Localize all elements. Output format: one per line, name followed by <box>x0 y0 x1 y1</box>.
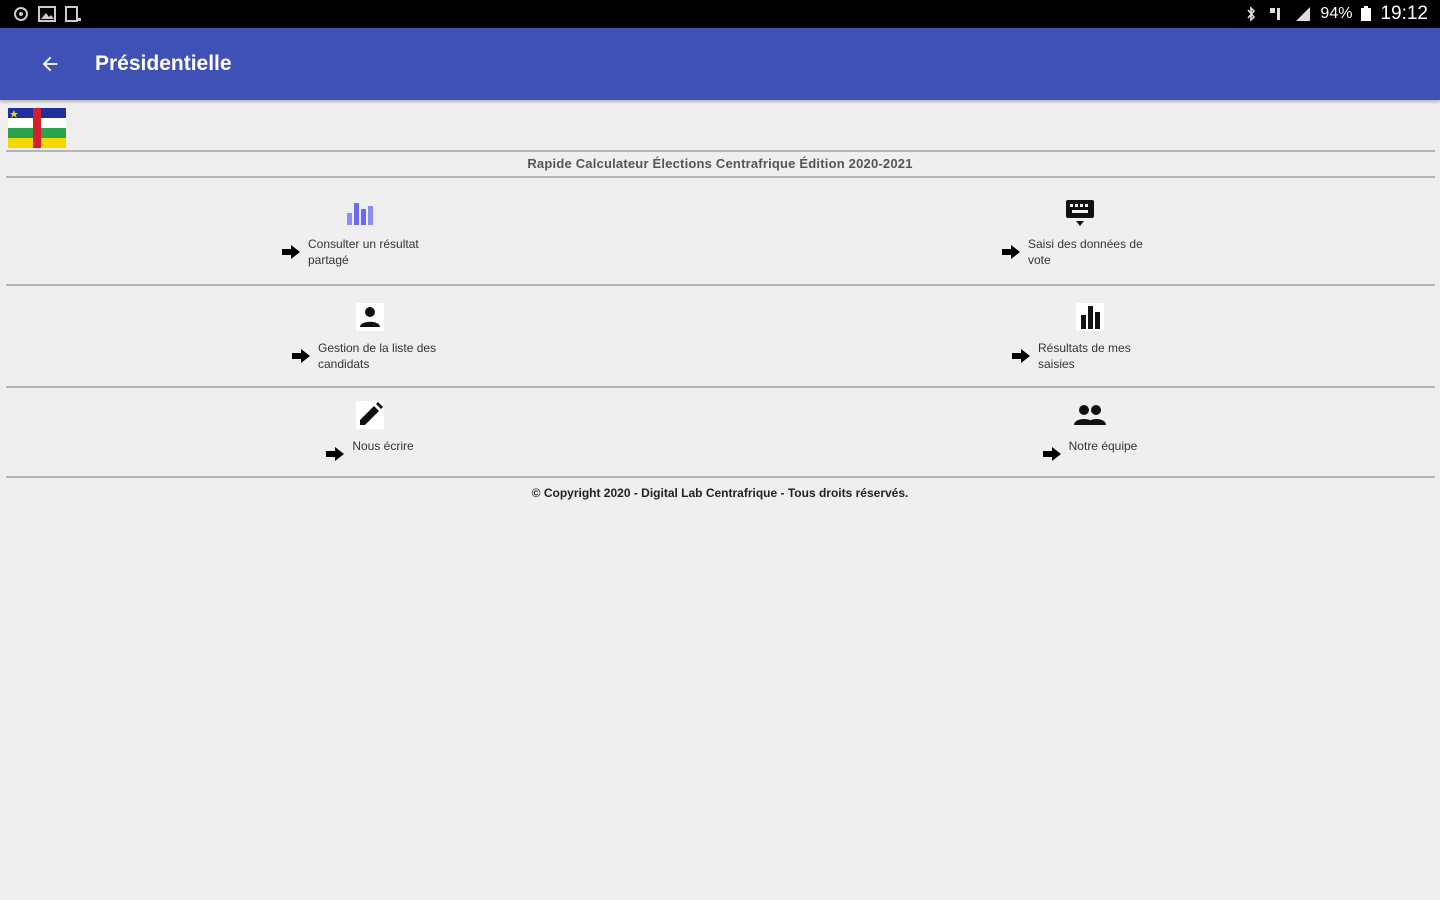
menu-row <box>292 340 448 372</box>
keyboard-icon <box>1063 196 1097 230</box>
battery-icon <box>1360 6 1372 22</box>
signal-icon <box>1294 6 1312 22</box>
arrow-back-icon <box>39 53 61 75</box>
arrow-right-icon <box>292 349 310 363</box>
arrow-right-icon <box>1012 349 1030 363</box>
app-bar <box>0 28 1440 100</box>
arrow-right-icon <box>1043 447 1061 461</box>
menu-row <box>282 236 438 268</box>
clock: 19:12 <box>1380 3 1428 24</box>
divider <box>6 176 1435 178</box>
pencil-icon <box>353 398 387 432</box>
menu-row <box>1012 340 1168 372</box>
screenshot-icon <box>64 6 82 22</box>
divider <box>6 150 1435 152</box>
menu-consult-shared-result[interactable] <box>0 196 720 268</box>
divider <box>6 284 1435 286</box>
arrow-right-icon <box>1002 245 1020 259</box>
menu-label: Saisi des données de vote <box>1028 237 1143 267</box>
arrow-right-icon <box>282 245 300 259</box>
data-icon <box>1268 6 1286 22</box>
menu-manage-candidates[interactable] <box>10 300 730 372</box>
page-title: Présidentielle <box>95 52 232 75</box>
copyright-text: © Copyright 2020 - Digital Lab Centrafrique - Tous droits réservés. <box>531 486 909 500</box>
arrow-right-icon <box>326 447 344 461</box>
settings-sync-icon <box>12 6 30 22</box>
status-bar-right <box>1242 3 1440 25</box>
battery-percent: 94% <box>1320 5 1353 22</box>
menu-enter-vote-data[interactable] <box>720 196 1440 268</box>
person-icon <box>353 300 387 334</box>
menu-write-us[interactable] <box>10 398 730 461</box>
bar-chart-icon <box>1073 300 1107 334</box>
menu-my-results[interactable] <box>730 300 1440 372</box>
gallery-icon <box>38 6 56 22</box>
menu-row <box>326 438 413 461</box>
back-button[interactable] <box>30 44 70 84</box>
menu-row <box>1002 236 1158 268</box>
divider <box>6 386 1435 388</box>
menu-row <box>1043 438 1138 461</box>
status-bar <box>0 0 1440 28</box>
app-subtitle: Rapide Calculateur Élections Centrafrique Édition 2020-2021 <box>527 156 913 171</box>
group-icon <box>1073 398 1107 432</box>
central-african-flag-icon <box>8 108 66 148</box>
divider <box>6 476 1435 478</box>
menu-label: Gestion de la liste des candidats <box>318 341 437 371</box>
menu-label: Notre équipe <box>1068 439 1138 453</box>
menu-label: Résultats de mes saisies <box>1038 341 1131 371</box>
bar-chart-color-icon <box>343 196 377 230</box>
status-bar-left <box>0 6 82 22</box>
bluetooth-icon <box>1242 6 1260 22</box>
menu-label: Consulter un résultat partagé <box>308 237 419 267</box>
menu-our-team[interactable] <box>730 398 1440 461</box>
menu-label: Nous écrire <box>352 439 414 453</box>
